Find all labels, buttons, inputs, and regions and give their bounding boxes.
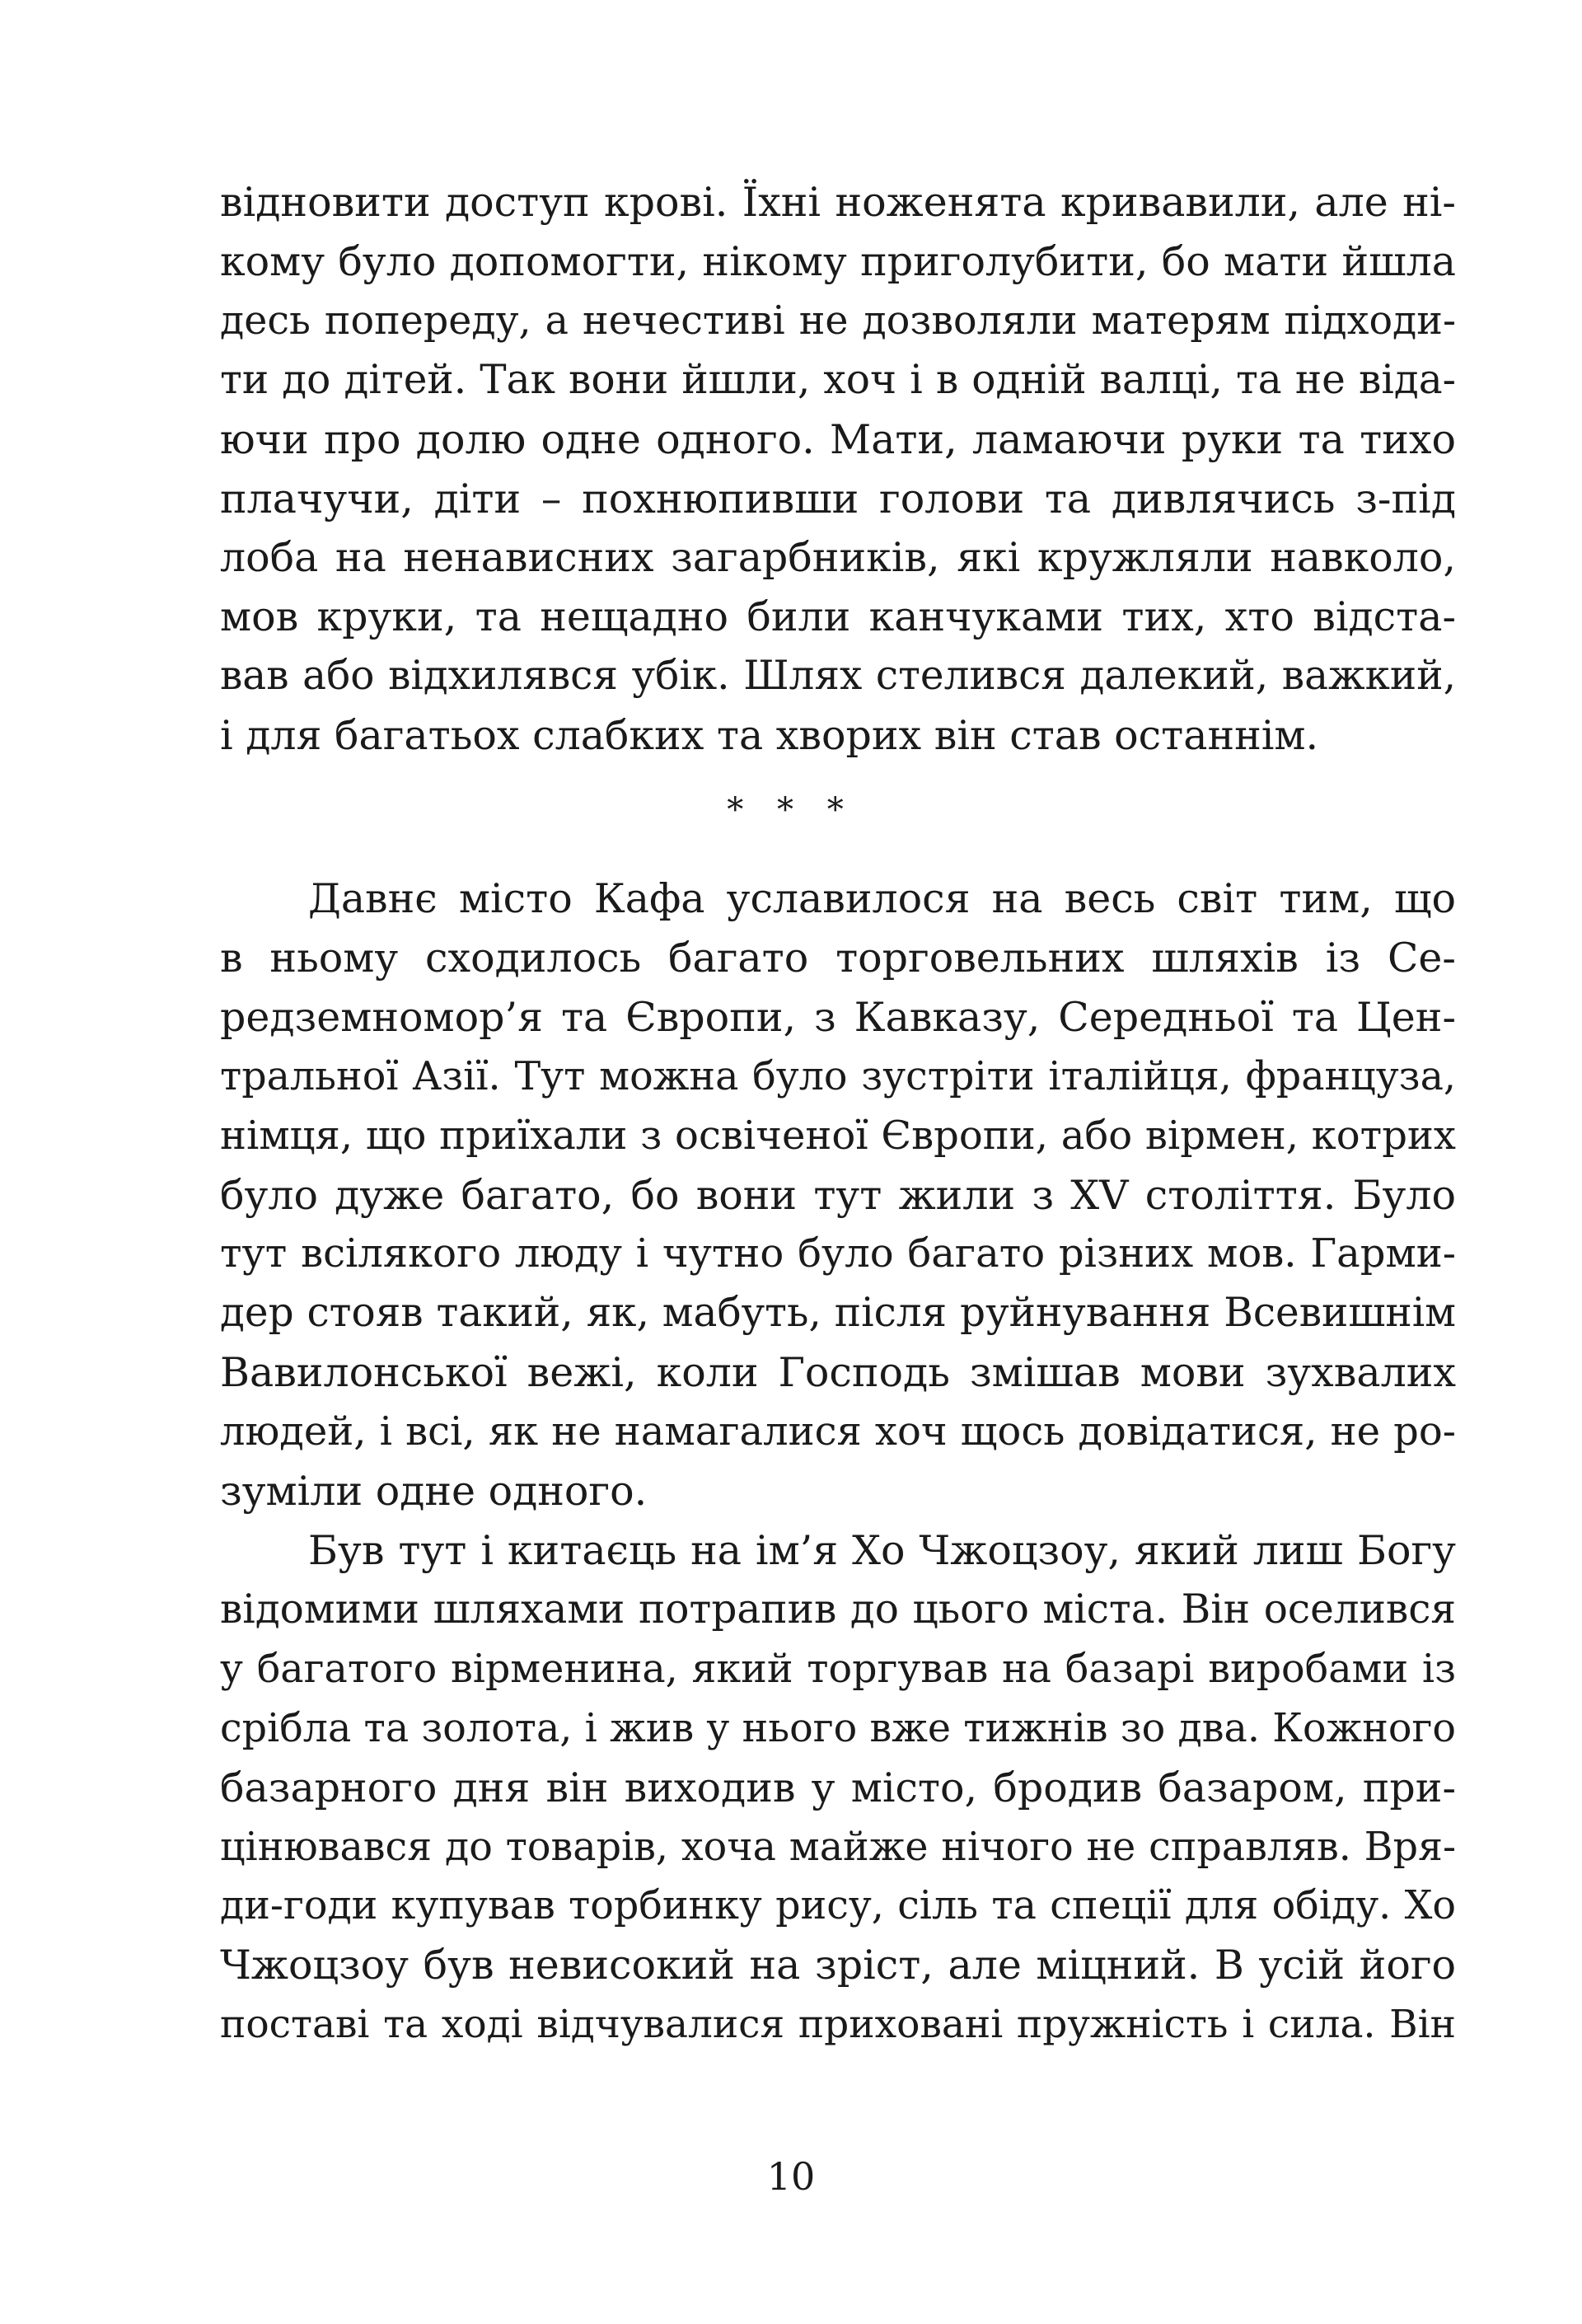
text-line: у багатого вірменина, який торгував на базарі виробами із <box>220 1646 1456 1692</box>
text-line: і для багатьох слабких та хворих він став останнім. <box>220 712 1319 760</box>
text-line: зуміли одне одного. <box>220 1468 648 1516</box>
text-line: Чжоцзоу був невисокий на зріст, але міцний. В усій його <box>220 1942 1456 1989</box>
text-line: було дуже багато, бо вони тут жили з XV століття. Було <box>220 1171 1456 1219</box>
text-line: німця, що приїхали з освіченої Європи, або вірмен, котрих <box>220 1112 1456 1159</box>
text-line: людей, і всі, як не намагалися хоч щось довідатися, не ро- <box>220 1408 1456 1455</box>
text-line: Вавилонської вежі, коли Господь змішав мови зухвалих <box>220 1349 1456 1397</box>
paragraph-continuation <box>220 173 1456 766</box>
text-line: десь попереду, а нечестиві не дозволяли матерям підходи- <box>220 298 1456 344</box>
text-line: відновити доступ крові. Їхні ноженята кривавили, але ні- <box>220 179 1456 226</box>
text-line: поставі та ході відчувалися приховані пружність і сила. Він <box>220 2002 1456 2048</box>
section-separator: * * * <box>727 791 855 829</box>
text-line: вав або відхилявся убік. Шлях стелився далекий, важкий, <box>220 653 1456 700</box>
text-line: дер стояв такий, як, мабуть, після руйнування Всевишнім <box>220 1290 1456 1337</box>
text-line: мов круки, та нещадно били канчуками тих, хто відста- <box>220 593 1456 641</box>
text-line: в ньому сходилось багато торговельних шляхів із Се- <box>220 934 1456 982</box>
page-number: 10 <box>766 2154 816 2199</box>
text-line: відомими шляхами потрапив до цього міста. Він оселився <box>220 1586 1456 1633</box>
text-line: Давнє місто Кафа уславилося на весь світ тим, що <box>308 875 1456 922</box>
paragraphs-main <box>220 869 1456 2055</box>
text-line: кому було допомогти, нікому приголубити, бо мати йшла <box>220 237 1456 285</box>
text-line: ючи про долю одне одного. Мати, ламаючи руки та тихо <box>220 415 1456 463</box>
text-line: срібла та золота, і жив у нього вже тижнів зо два. Кожного <box>220 1705 1456 1751</box>
text-line: ди-годи купував торбинку рису, сіль та спеції для обіду. Хо <box>220 1883 1456 1929</box>
text-line: тут всілякого люду і чутно було багато різних мов. Гарми- <box>220 1230 1456 1277</box>
text-line: редземномор’я та Європи, з Кавказу, Середньої та Цен- <box>220 993 1456 1041</box>
text-line: базарного дня він виходив у місто, бродив базаром, при- <box>220 1764 1456 1811</box>
text-line: плачучи, діти – похнюпивши голови та дивлячись з-під <box>220 475 1456 522</box>
text-line: тральної Азії. Тут можна було зустріти італійця, француза, <box>220 1053 1456 1099</box>
text-line: ти до дітей. Так вони йшли, хоч і в одній валці, та не віда- <box>220 356 1456 403</box>
text-line: лоба на ненависних загарбників, які кружляли навколо, <box>220 534 1456 582</box>
text-line: цінювався до товарів, хоча майже нічого не справляв. Вря- <box>220 1824 1456 1870</box>
text-line: Був тут і китаєць на ім’я Хо Чжоцзоу, який лиш Богу <box>308 1526 1456 1574</box>
